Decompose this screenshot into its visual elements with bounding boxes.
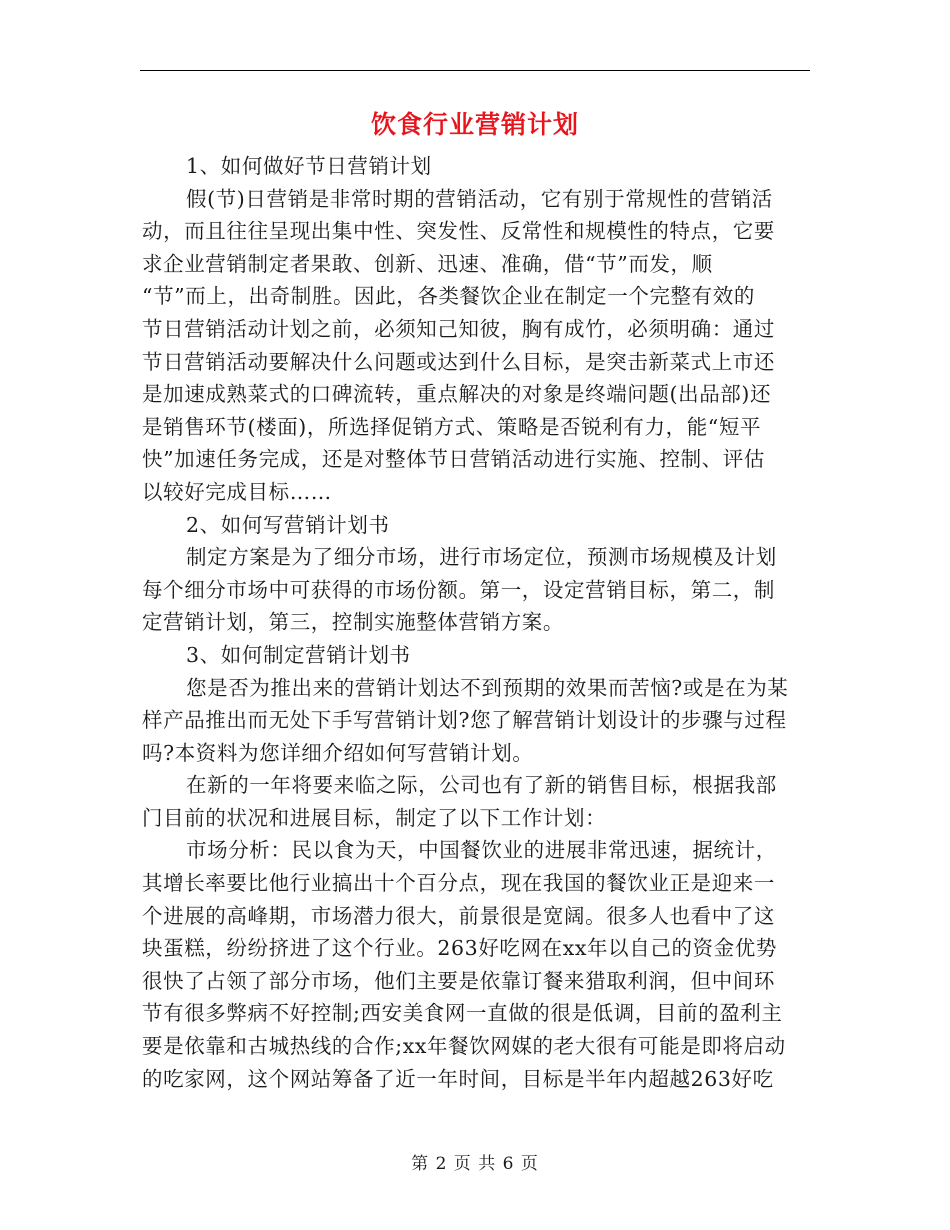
text-line: 是销售环节(楼面)，所选择促销方式、策略是否锐利有力，能“短平 bbox=[142, 414, 762, 439]
text-line: 在新的一年将要来临之际，公司也有了新的销售目标，根据我部 bbox=[186, 773, 777, 798]
text-line: 市场分析：民以食为天，中国餐饮业的进展非常迅速，据统计， bbox=[186, 838, 777, 863]
text-line: 3、如何制定营销计划书 bbox=[186, 642, 411, 667]
text-line: 每个细分市场中可获得的市场份额。第一，设定营销目标，第二，制 bbox=[142, 577, 775, 602]
text-line: 吗?本资料为您详细介绍如何写营销计划。 bbox=[142, 740, 534, 765]
text-line: 制定方案是为了细分市场，进行市场定位，预测市场规模及计划 bbox=[186, 545, 777, 570]
text-line: 要是依靠和古城热线的合作;xx年餐饮网媒的老大很有可能是即将启动 bbox=[142, 1034, 786, 1059]
header-rule bbox=[140, 70, 810, 71]
text-line: 2、如何写营销计划书 bbox=[186, 512, 390, 537]
text-line: 节日营销活动计划之前，必须知己知彼，胸有成竹，必须明确：通过 bbox=[142, 316, 775, 341]
text-line: 门目前的状况和进展目标，制定了以下工作计划： bbox=[142, 805, 607, 830]
page-footer: 第 2 页 共 6 页 bbox=[411, 1154, 539, 1174]
text-line: 其增长率要比他行业搞出十个百分点，现在我国的餐饮业正是迎来一 bbox=[142, 871, 775, 896]
text-line: 1、如何做好节日营销计划 bbox=[186, 154, 432, 178]
text-line: 假(节)日营销是非常时期的营销活动，它有别于常规性的营销活 bbox=[186, 186, 773, 211]
text-line: 很快了占领了部分市场，他们主要是依靠订餐来猎取利润，但中间环 bbox=[142, 968, 775, 993]
text-line: 样产品推出而无处下手写营销计划?您了解营销计划设计的步骤与过程 bbox=[142, 708, 787, 733]
text-line: 块蛋糕，纷纷挤进了这个行业。263好吃网在xx年以自己的资金优势 bbox=[142, 936, 777, 961]
text-line: “节”而上，出奇制胜。因此，各类餐饮企业在制定一个完整有效的 bbox=[142, 284, 755, 309]
text-line: 求企业营销制定者果敢、创新、迅速、准确，借“节”而发，顺 bbox=[142, 251, 713, 276]
text-line: 您是否为推出来的营销计划达不到预期的效果而苦恼?或是在为某 bbox=[186, 675, 789, 700]
text-line: 节有很多弊病不好控制;西安美食网一直做的很是低调，目前的盈利主 bbox=[142, 1001, 783, 1026]
document-body bbox=[142, 150, 802, 1095]
text-line: 的吃家网，这个网站筹备了近一年时间，目标是半年内超越263好吃 bbox=[142, 1066, 774, 1091]
text-line: 快”加速任务完成，还是对整体节日营销活动进行实施、控制、评估 bbox=[142, 447, 765, 472]
text-line: 动，而且往往呈现出集中性、突发性、反常性和规模性的特点，它要 bbox=[142, 219, 775, 244]
text-line: 是加速成熟菜式的口碑流转，重点解决的对象是终端问题(出品部)还 bbox=[142, 382, 772, 407]
text-line: 以较好完成目标…… bbox=[142, 479, 332, 504]
text-line: 节日营销活动要解决什么问题或达到什么目标，是突击新菜式上市还 bbox=[142, 349, 775, 374]
document-title: 饮食行业营销计划 bbox=[370, 110, 579, 139]
text-line: 定营销计划，第三，控制实施整体营销方案。 bbox=[142, 610, 564, 635]
text-line: 个进展的高峰期，市场潜力很大，前景很是宽阔。很多人也看中了这 bbox=[142, 903, 775, 928]
